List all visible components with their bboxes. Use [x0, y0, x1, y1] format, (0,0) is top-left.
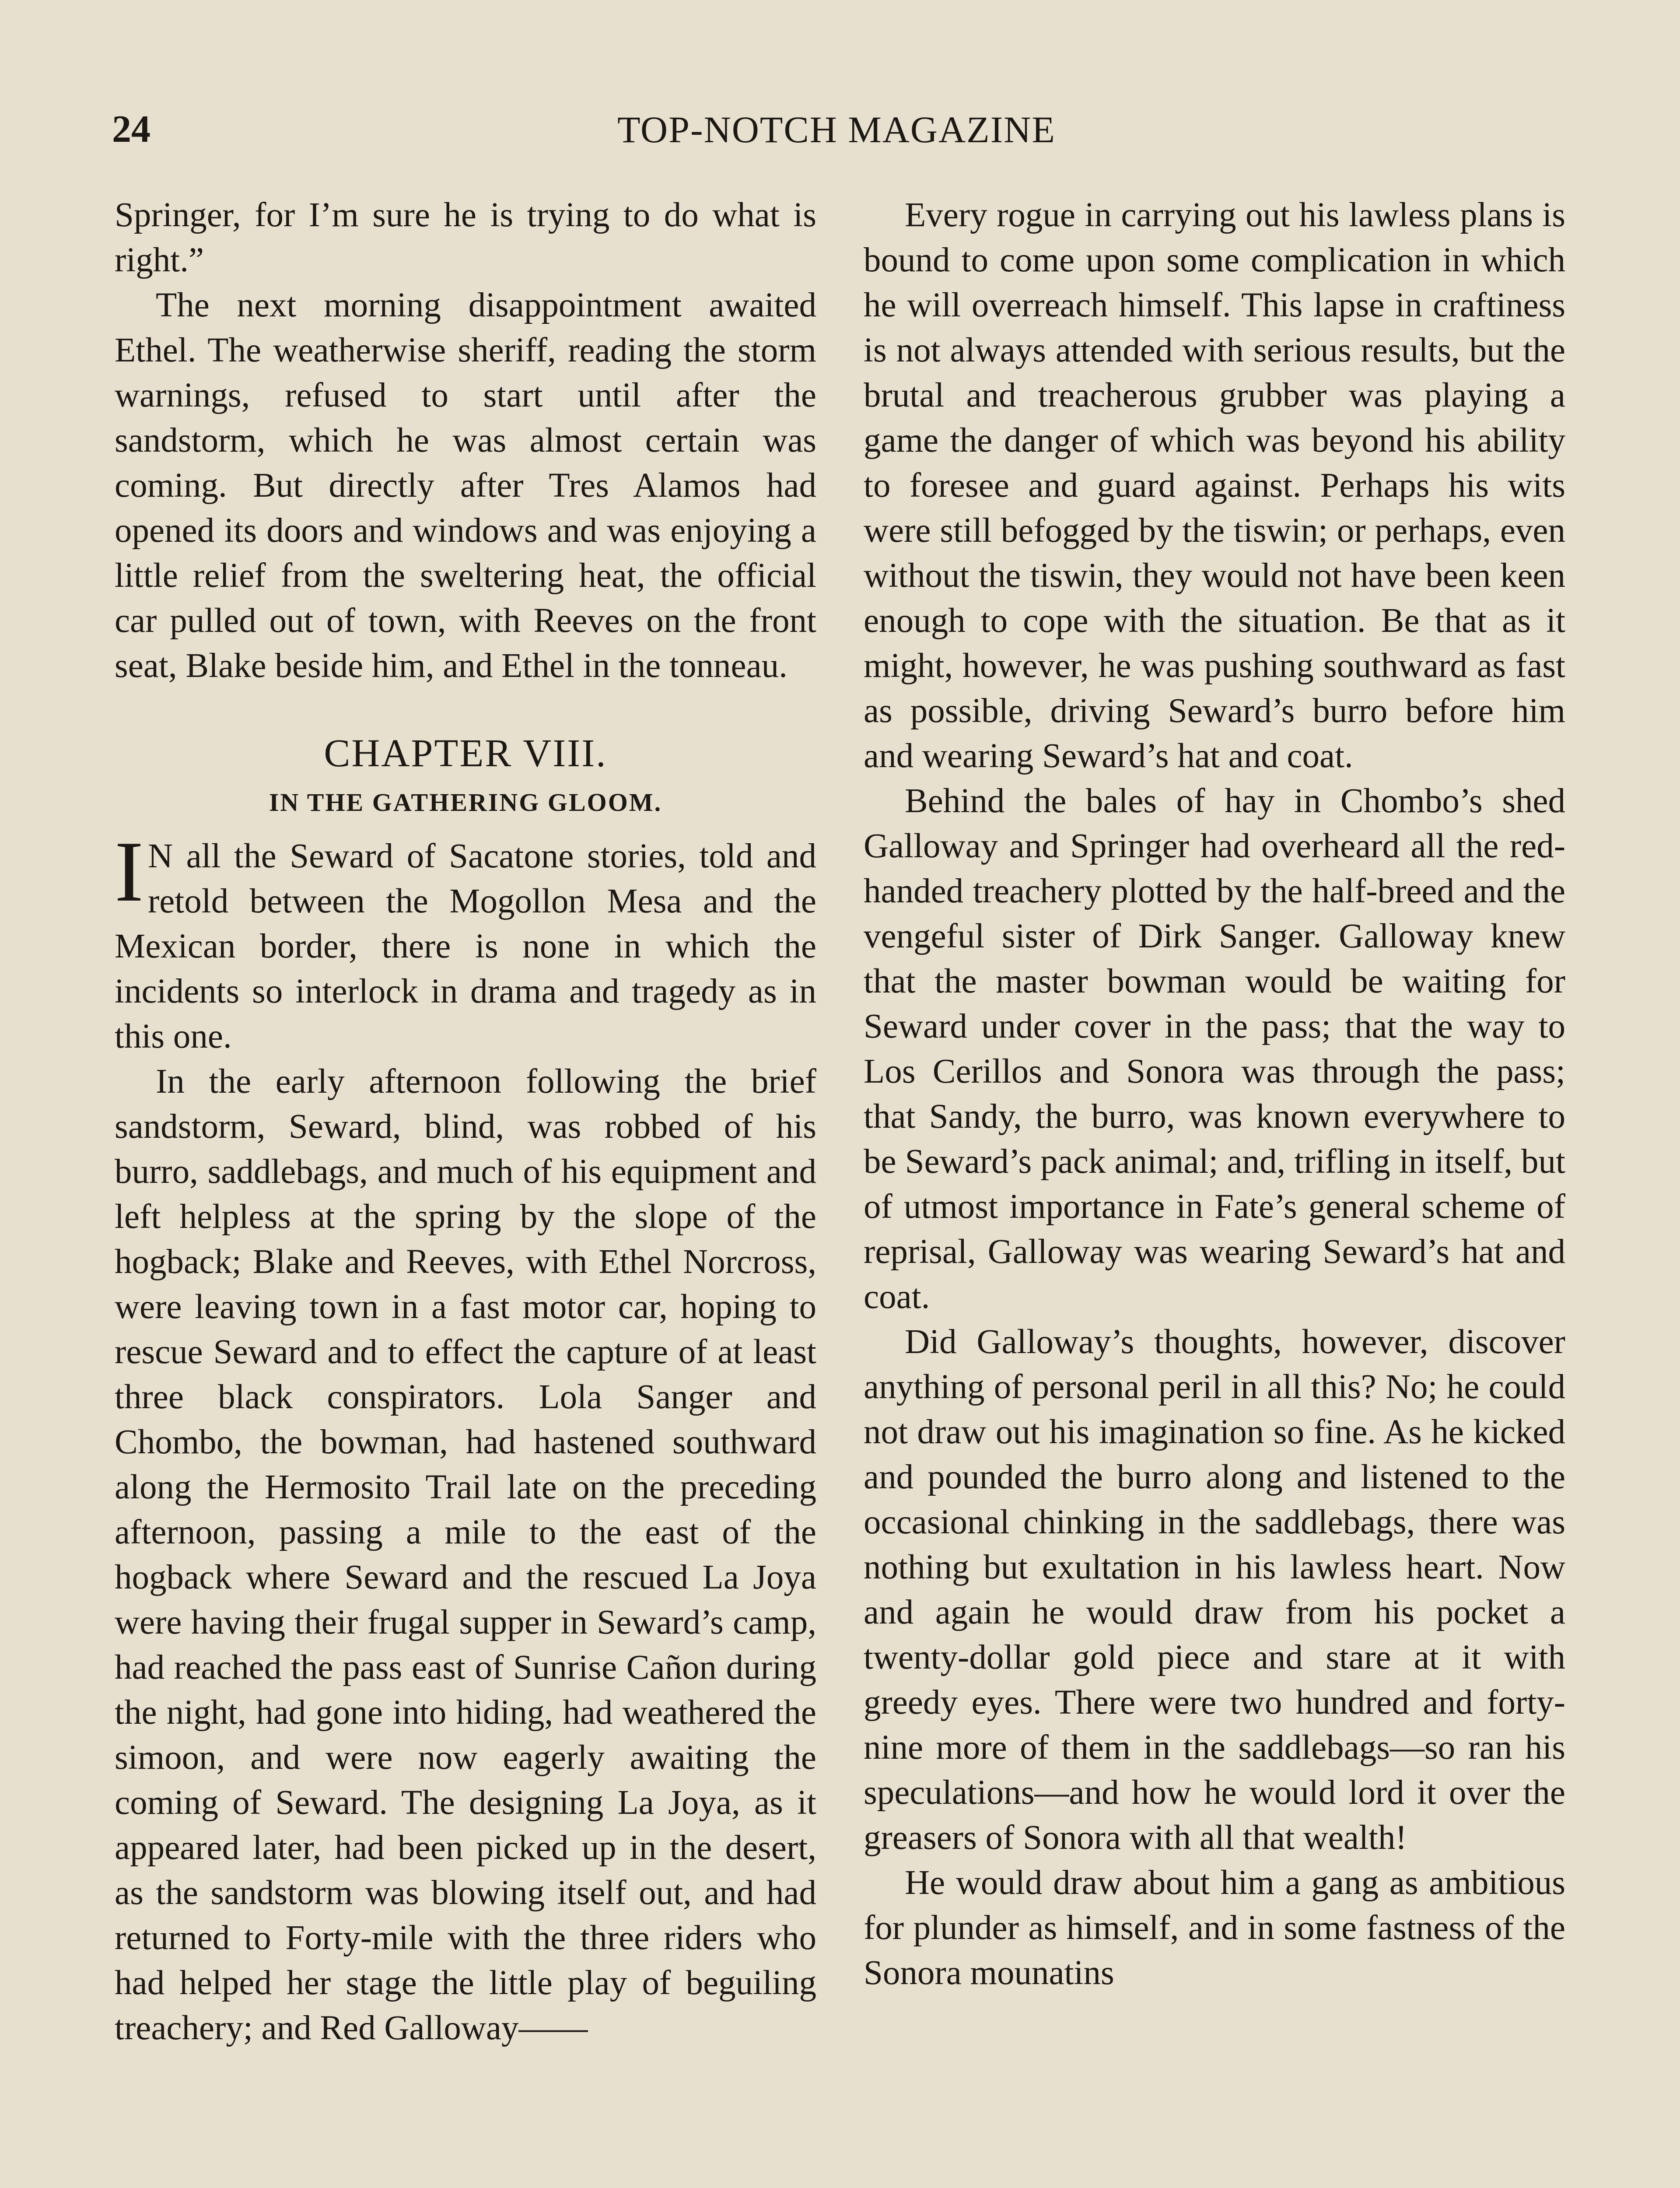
chapter-subtitle: IN THE GATHERING GLOOM.	[269, 788, 662, 817]
right-column	[864, 193, 1565, 1995]
paragraph: In the early afternoon following the brief sandstorm, Seward, blind, was robbed of his burro, saddlebags, and much of his equipment and left helpless at the spring by the slope of the hogback; Blake and Reeves, with Ethel Norcross, were leaving town in a fast motor car, hoping to rescue Seward and to effect the capture of at least three black conspirators. Lola Sanger and Chombo, the bowman, had hastened southward along the Hermosito Trail late on the preceding afternoon, passing a mile to the east of the hogback where Seward and the rescued La Joya were having their frugal supper in Seward’s camp, had reached the pass east of Sunrise Cañon during the night, had gone into hiding, had weathered the simoon, and were now eagerly awaiting the coming of Seward. The designing La Joya, as it appeared later, had been picked up in the desert, as the sandstorm was blowing itself out, and had returned to Forty-mile with the three riders who had helped her stage the little play of beguiling treachery; and Red Galloway——	[115, 1062, 816, 2047]
running-title: TOP-NOTCH MAGAZINE	[617, 109, 1056, 151]
chapter-opening-paragraph	[115, 824, 816, 1059]
paragraph: Springer, for I’m sure he is trying to do what is right.”	[115, 196, 816, 279]
paragraph: Behind the bales of hay in Chombo’s shed Galloway and Springer had overheard all the red-handed treachery plotted by the half-breed and the vengeful sister of Dirk Sanger. Galloway knew that the master bowman would be waiting for Seward under cover in the pass; that the way to Los Cerillos and Sonora was through the pass; that Sandy, the burro, was known everywhere to be Seward’s pack animal; and, trifling in itself, but of utmost importance in Fate’s general scheme of reprisal, Galloway was wearing Seward’s hat and coat.	[864, 782, 1565, 1316]
drop-cap: I	[115, 824, 144, 919]
paragraph-text: N all the Seward of Sacatone stories, told and retold between the Mogollon Mesa and the Mexican border, there is none in which the incidents so interlock in drama and tragedy as in this one.	[115, 837, 816, 1055]
paragraph: Did Galloway’s thoughts, however, discover anything of personal peril in all this? No; he could not draw out his imagination so fine. As he kicked and pounded the burro along and listened to the occasional chinking in the saddlebags, there was nothing but exultation in his lawless heart. Now and again he would draw from his pocket a twenty-dollar gold piece and stare at it with greedy eyes. There were two hundred and forty-nine more of them in the saddlebags—so ran his speculations—and how he would lord it over the greasers of Sonora with all that wealth!	[864, 1323, 1565, 1857]
page-header	[112, 103, 1561, 156]
left-column	[115, 193, 816, 2051]
paragraph: The next morning disappointment awaited Ethel. The weatherwise sheriff, reading the storm warnings, refused to start until after the sandstorm, which he was almost certain was coming. But directly after Tres Alamos had opened its doors and windows and was enjoying a little relief from the sweltering heat, the official car pulled out of town, with Reeves on the front seat, Blake beside him, and Ethel in the tonneau.	[115, 286, 816, 685]
paragraph: He would draw about him a gang as ambitious for plunder as himself, and in some fastness of the Sonora mounatins	[864, 1864, 1565, 1992]
page-number: 24	[112, 108, 150, 151]
paragraph: Every rogue in carrying out his lawless plans is bound to come upon some complication in which he will overreach himself. This lapse in craftiness is not always attended with serious results, but the brutal and treacherous grubber was playing a game the danger of which was beyond his ability to foresee and guard against. Perhaps his wits were still befogged by the tiswin; or perhaps, even without the tiswin, they would not have been keen enough to cope with the situation. Be that as it might, however, he was pushing southward as fast as possible, driving Seward’s burro before him and wearing Seward’s hat and coat.	[864, 196, 1565, 775]
chapter-title: CHAPTER VIII.	[324, 732, 607, 775]
